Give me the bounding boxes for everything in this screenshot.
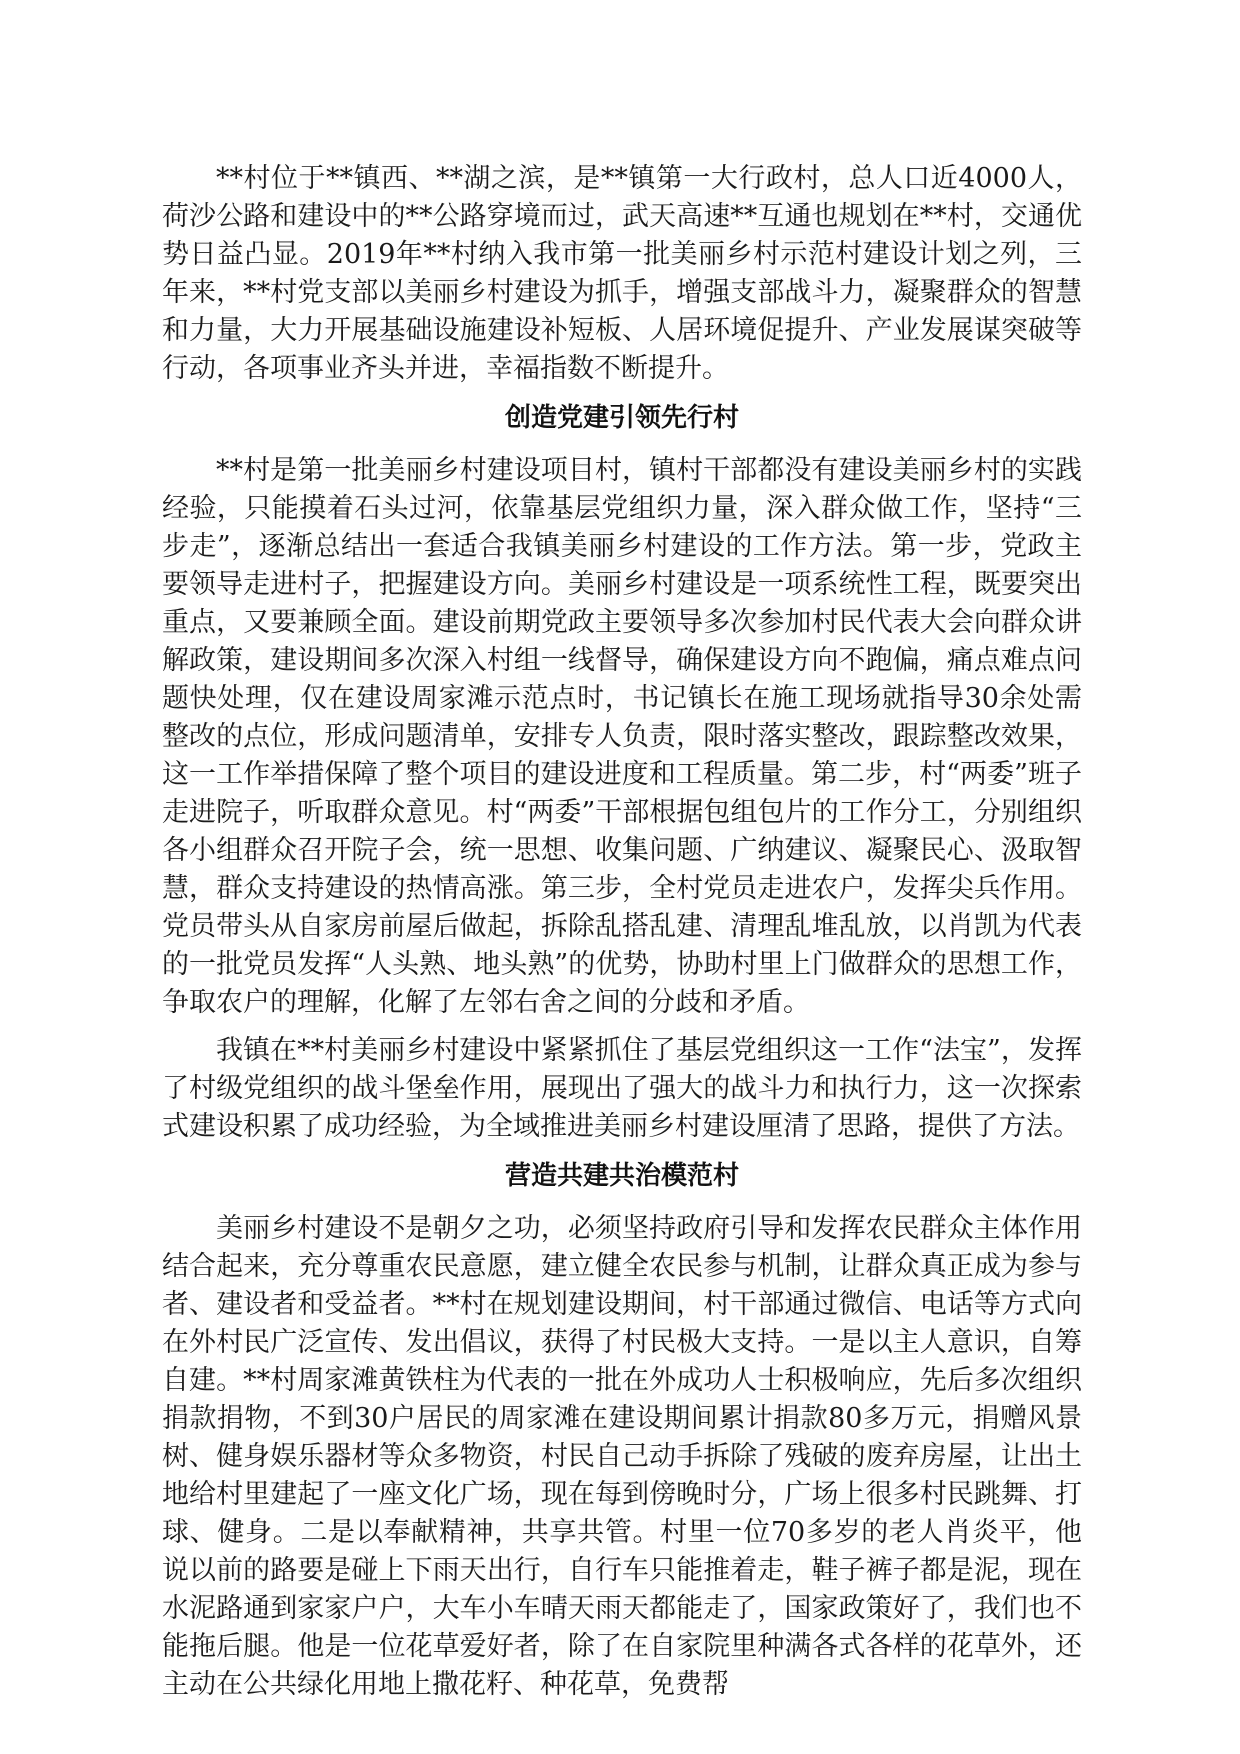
party-building-summary-paragraph: 我镇在**村美丽乡村建设中紧紧抓住了基层党组织这一工作“法宝”，发挥了村级党组织的战斗堡垒作用，展现出了强大的战斗力和执行力，这一次探索式建设积累了成功经验，为全域推进美丽乡村建设厘清了思路，提供了方法。 [162, 1035, 1082, 1142]
party-building-paragraph: **村是第一批美丽乡村建设项目村，镇村干部都没有建设美丽乡村的实践经验，只能摸着石头过河，依靠基层党组织力量，深入群众做工作，坚持“三步走”，逐渐总结出一套适合我镇美丽乡村建设的工作方法。第一步，党政主要领导走进村子，把握建设方向。美丽乡村建设是一项系统性工程，既要突出重点，又要兼顾全面。建设前期党政主要领导多次参加村民代表大会向群众讲解政策，建设期间多次深入村组一线督导，确保建设方向不跑偏，痛点难点问题快处理，仅在建设周家滩示范点时，书记镇长在施工现场就指导30余处需整改的点位，形成问题清单，安排专人负责，限时落实整改，跟踪整改效果，这一工作举措保障了整个项目的建设进度和工程质量。第二步，村“两委”班子走进院子，听取群众意见。村“两委”干部根据包组包片的工作分工，分别组织各小组群众召开院子会，统一思想、收集问题、广纳建议、凝聚民心、汲取智慧，群众支持建设的热情高涨。第三步，全村党员走进农户，发挥尖兵作用。党员带头从自家房前屋后做起，拆除乱搭乱建、清理乱堆乱放，以肖凯为代表的一批党员发挥“人头熟、地头熟”的优势，协助村里上门做群众的思想工作，争取农户的理解，化解了左邻右舍之间的分歧和矛盾。 [162, 455, 1082, 1018]
section-heading-party-building: 创造党建引领先行村 [504, 403, 739, 433]
section-heading-co-governance: 营造共建共治模范村 [504, 1161, 739, 1191]
document-page [162, 160, 1082, 1714]
co-governance-paragraph: 美丽乡村建设不是朝夕之功，必须坚持政府引导和发挥农民群众主体作用结合起来，充分尊重农民意愿，建立健全农民参与机制，让群众真正成为参与者、建设者和受益者。**村在规划建设期间，村干部通过微信、电话等方式向在外村民广泛宣传、发出倡议，获得了村民极大支持。一是以主人意识，自筹自建。**村周家滩黄铁柱为代表的一批在外成功人士积极响应，先后多次组织捐款捐物，不到30户居民的周家滩在建设期间累计捐款80多万元，捐赠风景树、健身娱乐器材等众多物资，村民自己动手拆除了残破的废弃房屋，让出土地给村里建起了一座文化广场，现在每到傍晚时分，广场上很多村民跳舞、打球、健身。二是以奉献精神，共享共管。村里一位70多岁的老人肖炎平，他说以前的路要是碰上下雨天出行，自行车只能推着走，鞋子裤子都是泥，现在水泥路通到家家户户，大车小车晴天雨天都能走了，国家政策好了，我们也不能拖后腿。他是一位花草爱好者，除了在自家院里种满各式各样的花草外，还主动在公共绿化用地上撒花籽、种花草，免费帮 [162, 1213, 1082, 1700]
intro-paragraph: **村位于**镇西、**湖之滨，是**镇第一大行政村，总人口近4000人，荷沙公路和建设中的**公路穿境而过，武天高速**互通也规划在**村，交通优势日益凸显。2019年**村纳入我市第一批美丽乡村示范村建设计划之列，三年来，**村党支部以美丽乡村建设为抓手，增强支部战斗力，凝聚群众的智慧和力量，大力开展基础设施建设补短板、人居环境促提升、产业发展谋突破等行动，各项事业齐头并进，幸福指数不断提升。 [162, 163, 1082, 384]
